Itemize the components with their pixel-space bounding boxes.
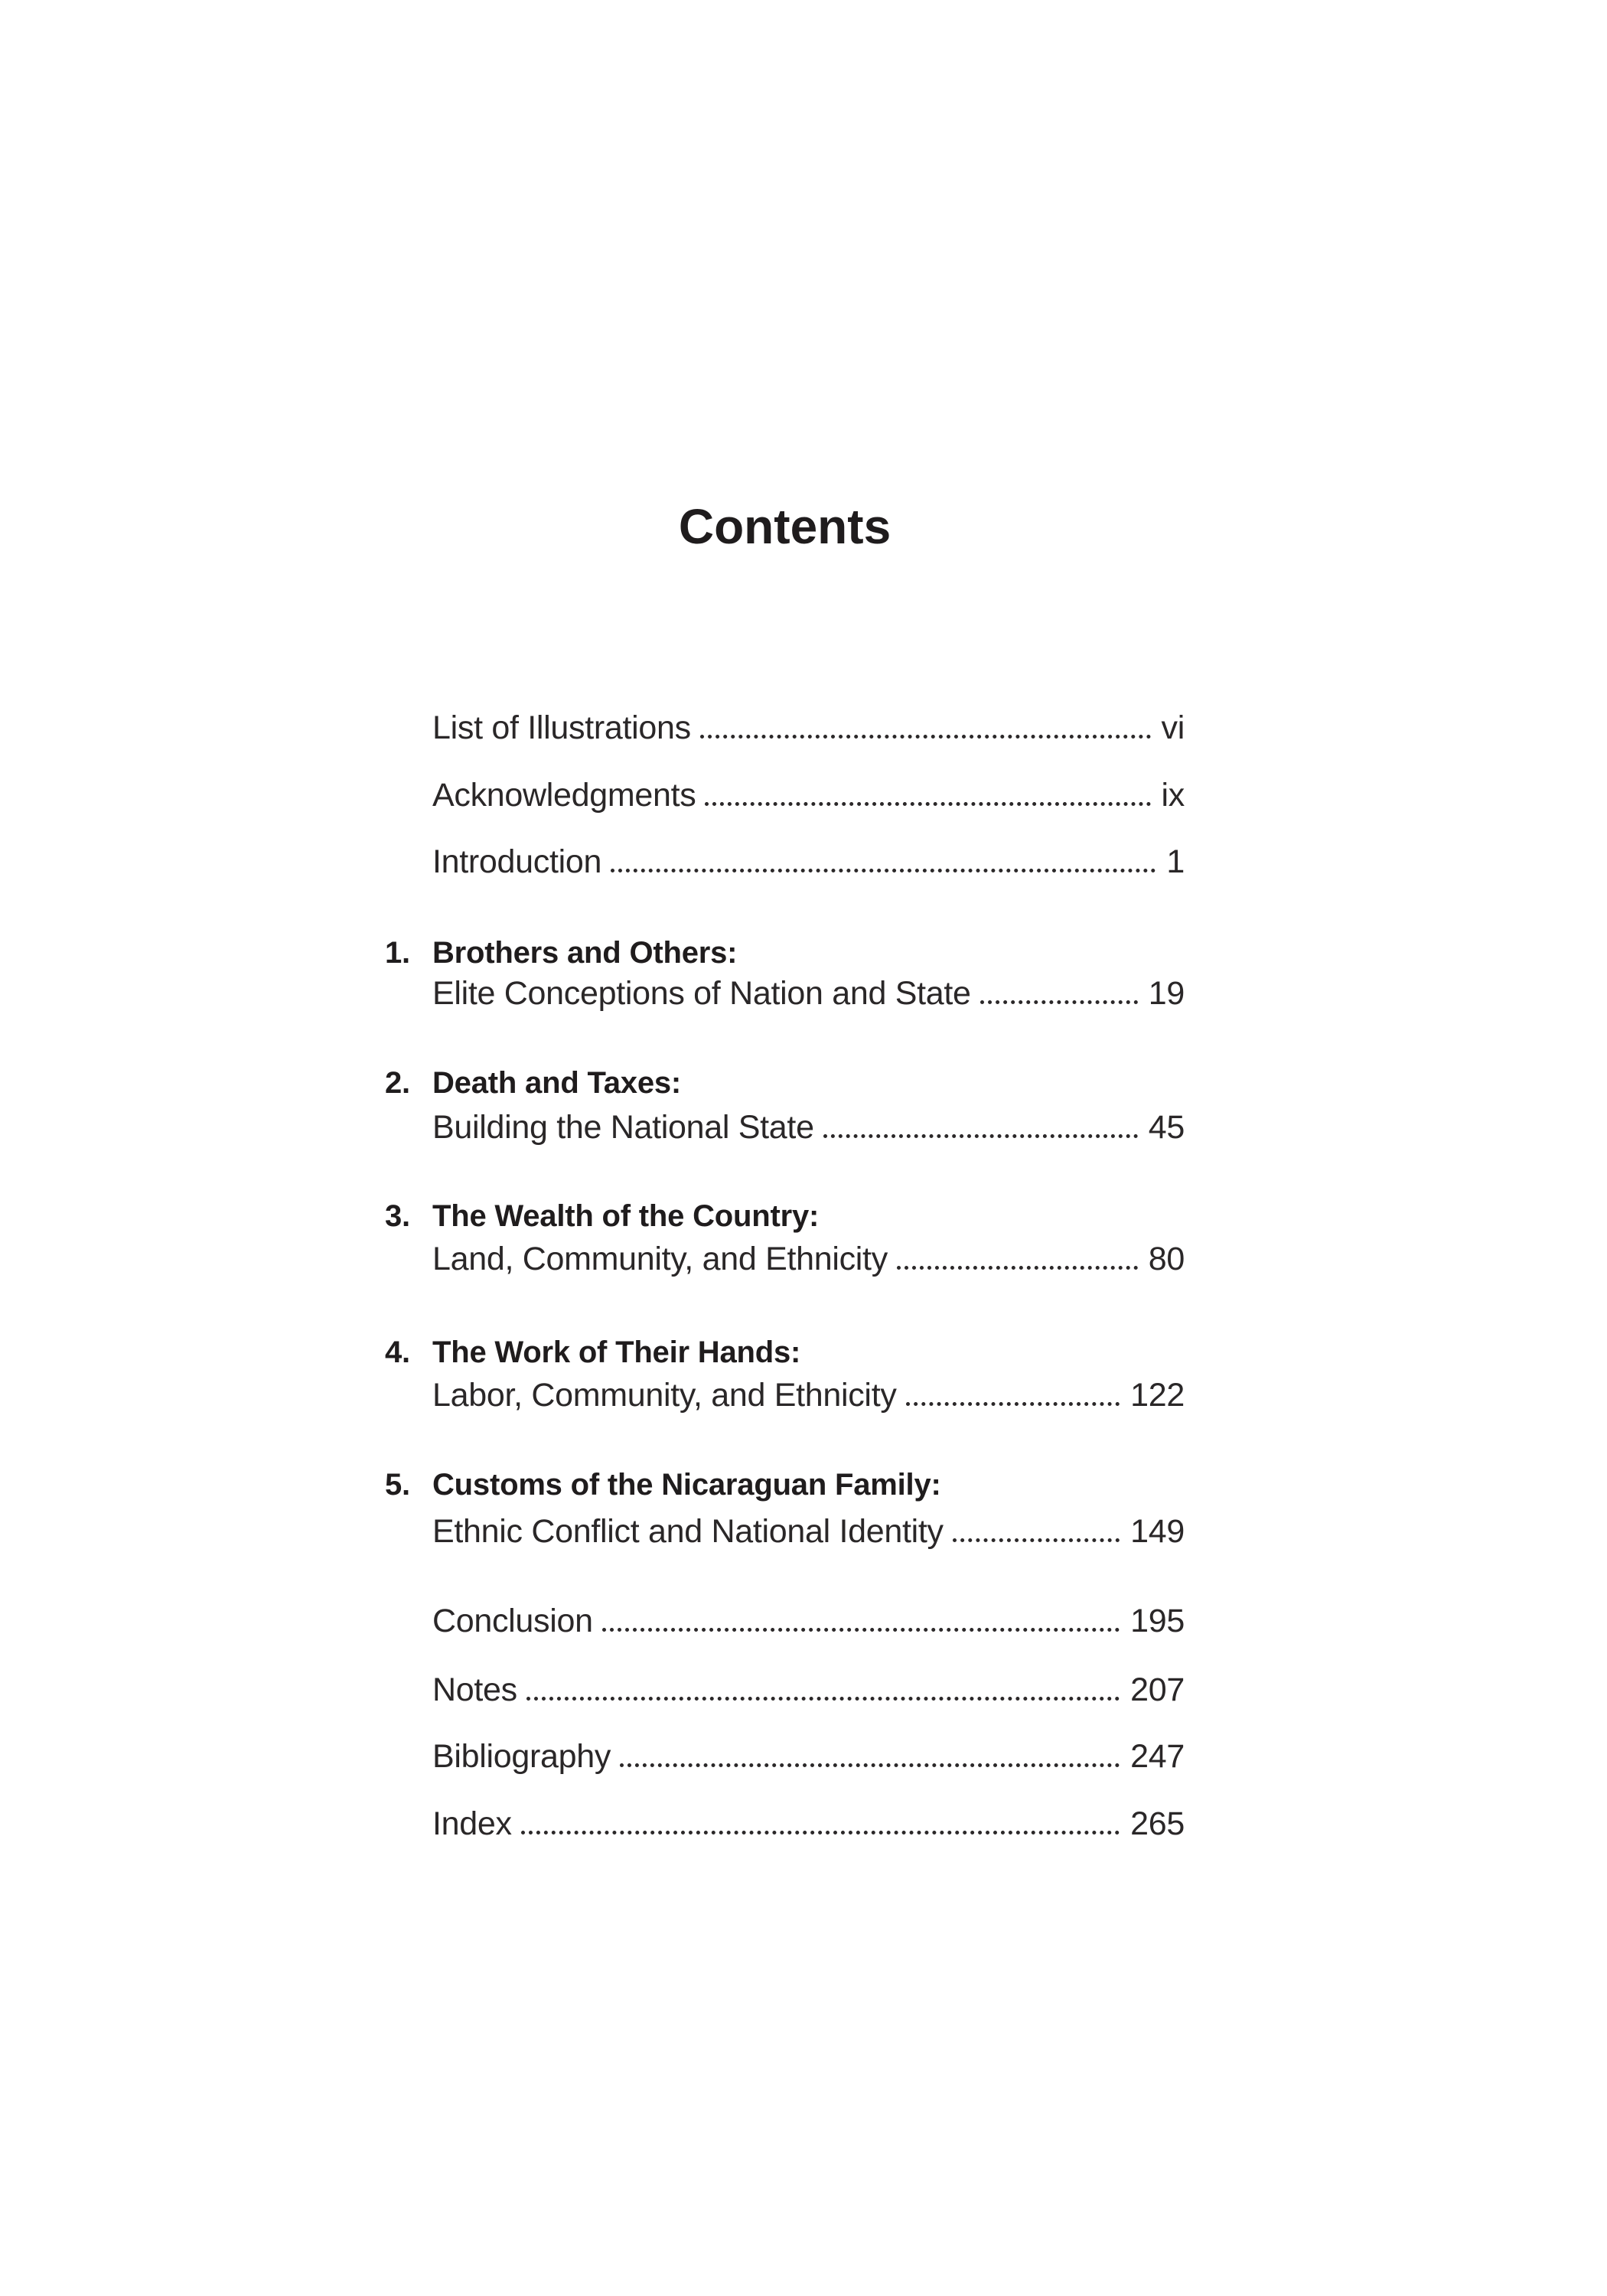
chapter-subtitle-row — [432, 1379, 1185, 1412]
toc-entry — [432, 1671, 1185, 1708]
toc-entry — [432, 709, 1185, 746]
chapter-number: 5. — [385, 1468, 410, 1502]
entry-label: Index — [432, 1805, 512, 1842]
dot-leader — [953, 1538, 1120, 1542]
dot-leader — [602, 1628, 1120, 1632]
chapter-title: Customs of the Nicaraguan Family: — [432, 1468, 941, 1502]
page-number: 80 — [1148, 1241, 1185, 1277]
dot-leader — [906, 1402, 1120, 1406]
chapter-subtitle-row — [432, 1515, 1185, 1548]
page-number: vi — [1161, 709, 1185, 746]
chapter-number: 1. — [385, 936, 410, 970]
page-number: 265 — [1130, 1805, 1185, 1842]
chapter-subtitle: Land, Community, and Ethnicity — [432, 1241, 888, 1277]
dot-leader — [980, 1000, 1138, 1004]
chapter-heading — [385, 938, 1185, 968]
dot-leader — [521, 1831, 1120, 1835]
chapter-heading — [385, 1201, 1185, 1231]
chapter-heading — [385, 1068, 1185, 1098]
dot-leader — [823, 1134, 1138, 1138]
chapter-subtitle: Labor, Community, and Ethnicity — [432, 1377, 897, 1414]
chapter-number: 3. — [385, 1199, 410, 1233]
chapter-number: 4. — [385, 1336, 410, 1369]
page-number: 1 — [1166, 843, 1185, 880]
toc-entry — [432, 843, 1185, 880]
entry-label: Notes — [432, 1671, 517, 1708]
page-number: 122 — [1130, 1377, 1185, 1414]
chapter-title: Brothers and Others: — [432, 936, 738, 970]
chapter-subtitle: Elite Conceptions of Nation and State — [432, 975, 971, 1012]
chapter-heading — [385, 1337, 1185, 1368]
page-number: 149 — [1130, 1513, 1185, 1550]
chapter-subtitle-row — [432, 977, 1185, 1010]
dot-leader — [700, 735, 1151, 739]
dot-leader — [897, 1266, 1138, 1270]
entry-label: Acknowledgments — [432, 777, 696, 814]
page-number: 45 — [1148, 1109, 1185, 1146]
chapter-subtitle: Building the National State — [432, 1109, 814, 1146]
chapter-heading — [385, 1469, 1185, 1500]
toc-entry — [432, 1805, 1185, 1842]
page-number: 247 — [1130, 1738, 1185, 1775]
page-number: 19 — [1148, 975, 1185, 1012]
entry-label: Conclusion — [432, 1603, 593, 1639]
chapter-subtitle: Ethnic Conflict and National Identity — [432, 1513, 944, 1550]
page-number: 195 — [1130, 1603, 1185, 1639]
chapter-title: The Wealth of the Country: — [432, 1199, 820, 1233]
chapter-title: The Work of Their Hands: — [432, 1336, 801, 1369]
chapter-title: Death and Taxes: — [432, 1066, 682, 1100]
dot-leader — [620, 1763, 1120, 1767]
chapter-subtitle-row — [432, 1111, 1185, 1144]
toc-entry — [432, 1605, 1185, 1638]
entry-label: Bibliography — [432, 1738, 611, 1775]
page-number: ix — [1161, 777, 1185, 814]
dot-leader — [526, 1697, 1120, 1701]
chapter-subtitle-row — [432, 1243, 1185, 1276]
toc-entry — [432, 779, 1185, 812]
entry-label: List of Illustrations — [432, 709, 691, 746]
chapter-number: 2. — [385, 1066, 410, 1100]
toc-entry — [432, 1740, 1185, 1773]
dot-leader — [611, 869, 1156, 872]
page-number: 207 — [1130, 1671, 1185, 1708]
page-title: Contents — [678, 499, 892, 554]
entry-label: Introduction — [432, 843, 602, 880]
dot-leader — [705, 802, 1150, 806]
